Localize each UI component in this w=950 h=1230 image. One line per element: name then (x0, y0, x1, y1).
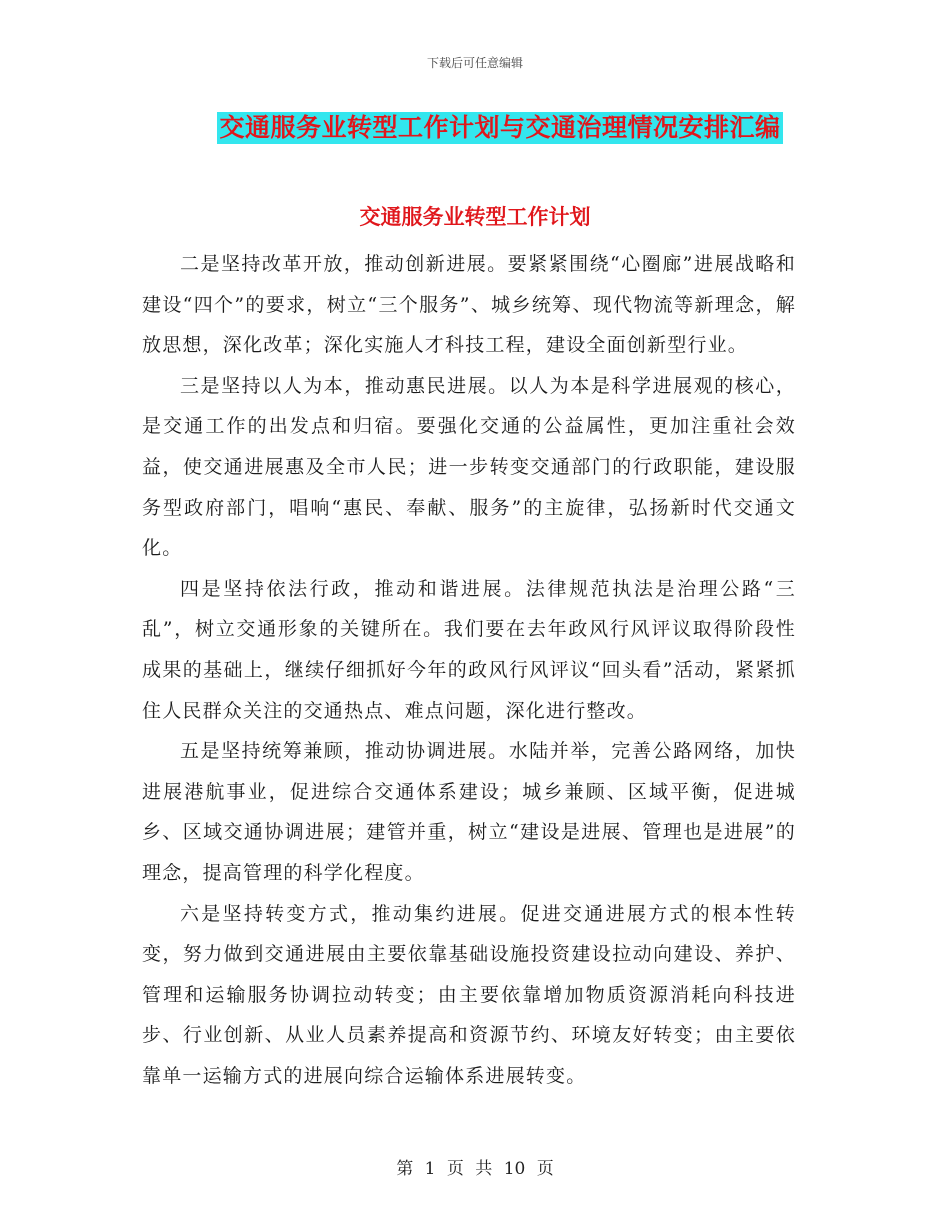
paragraph: 二是坚持改革开放，推动创新进展。要紧紧围绕“心圈廊”进展战略和建设“四个”的要求，树立“三个服务”、城乡统筹、现代物流等新理念，解放思想，深化改革；深化实施人才科技工程，建设全面创新型行业。 (142, 253, 796, 357)
section-title: 交通服务业转型工作计划 (359, 204, 591, 229)
paragraph: 六是坚持转变方式，推动集约进展。促进交通进展方式的根本性转变，努力做到交通进展由主要依靠基础设施投资建设拉动向建设、养护、管理和运输服务协调拉动转变；由主要依靠增加物质资源消耗向科技进步、行业创新、从业人员素养提高和资源节约、环境友好转变；由主要依靠单一运输方式的进展向综合运输体系进展转变。 (142, 902, 796, 1087)
page-number: 第 1 页 共 10 页 (396, 1159, 554, 1179)
document-title-container (0, 112, 950, 144)
document-body (142, 244, 796, 1096)
paragraph: 五是坚持统筹兼顾，推动协调进展。水陆并举，完善公路网络，加快进展港航事业，促进综合交通体系建设；城乡兼顾、区域平衡，促进城乡、区域交通协调进展；建管并重，树立“建设是进展、管理也是进展”的理念，提高管理的科学化程度。 (142, 740, 796, 884)
paragraph: 四是坚持依法行政，推动和谐进展。法律规范执法是治理公路“三乱”，树立交通形象的关键所在。我们要在去年政风行风评议取得阶段性成果的基础上，继续仔细抓好今年的政风行风评议“回头看”活动，紧紧抓住人民群众关注的交通热点、难点问题，深化进行整改。 (142, 577, 796, 722)
paragraph: 三是坚持以人为本，推动惠民进展。以人为本是科学进展观的核心，是交通工作的出发点和归宿。要强化交通的公益属性，更加注重社会效益，使交通进展惠及全市人民；进一步转变交通部门的行政职能，建设服务型政府部门，唱响“惠民、奉献、服务”的主旋律，弘扬新时代交通文化。 (142, 374, 796, 560)
header-note: 下载后可任意编辑 (426, 56, 523, 70)
document-title: 交通服务业转型工作计划与交通治理情况安排汇编 (219, 113, 781, 142)
